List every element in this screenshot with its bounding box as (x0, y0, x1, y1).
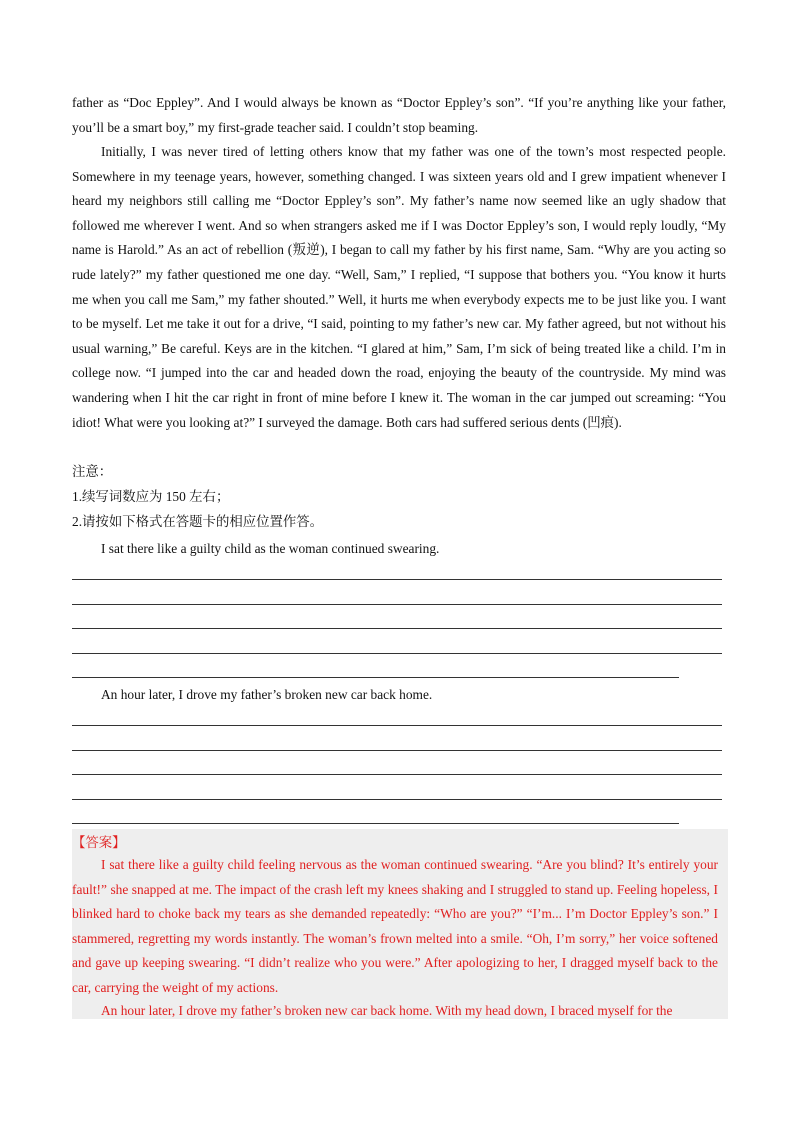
writing-line (72, 725, 722, 726)
writing-line (72, 774, 722, 775)
writing-line (72, 677, 679, 678)
passage-paragraph-1: father as “Doc Eppley”. And I would always be known as “Doctor Eppley’s son”. “If you’re anything like your father, you’ll be a smart boy,” my first-grade teacher said. I couldn’t stop beaming. (72, 95, 726, 135)
answer-paragraph-2: An hour later, I drove my father’s broken new car back home. With my head down, I braced myself for the (101, 1003, 673, 1018)
writing-line (72, 823, 679, 824)
answer-paragraph-1: I sat there like a guilty child feeling nervous as the woman continued swearing. “Are you blind? It’s entirely your fault!” she snapped at me. The impact of the crash left my knees shaking and I struggled to stand up. Feeling hopeless, I blinked hard to choke back my tears as she demanded repeatedly: “Who are you?” “I’m... I’m Doctor Eppley’s son.” I stammered, regretting my words instantly. The woman’s frown melted into a smile. “Oh, I’m sorry,” her voice softened and gave up keeping swearing. “I didn’t realize who you were.” After apologizing to her, I dragged myself back to the car, carrying the weight of my actions. (72, 857, 718, 995)
writing-line (72, 653, 722, 654)
continuation-prompt-2: An hour later, I drove my father’s broken new car back home. (101, 687, 433, 702)
notes-item-1: 1.续写词数应为 150 左右； (72, 489, 230, 504)
writing-line (72, 628, 722, 629)
writing-line (72, 799, 722, 800)
answer-label: 【答案】 (72, 835, 126, 850)
continuation-prompt-1: I sat there like a guilty child as the woman continued swearing. (101, 541, 440, 556)
notes-item-2: 2.请按如下格式在答题卡的相应位置作答。 (72, 514, 324, 529)
passage-paragraph-2: Initially, I was never tired of letting others know that my father was one of the town’s most respected people. Somewhere in my teenage years, however, something changed. I was sixteen years old and I grew impatient whenever I heard my neighbors still calling me “Doctor Eppley’s son”. My father’s name now seemed like an ugly shadow that followed me wherever I went. And so when strangers asked me if I was Doctor Eppley’s son, I would reply loudly, “My name is Harold.” As an act of rebellion (叛逆), I began to call my father by his first name, Sam. “Why are you acting so rude lately?” my father questioned me one day. “Well, Sam,” I replied, “I suppose that bothers you. “You know it hurts me when you call me Sam,” my father shouted.” Well, it hurts me when everybody expects me to be just like you. I want to be myself. Let me take it out for a drive, “I said, pointing to my father’s new car. My father agreed, but not without his usual warning,” Be careful. Keys are in the kitchen. “I glared at him,” Sam, I’m sick of being treated like a child. I’m in college now. “I jumped into the car and headed down the road, enjoying the beauty of the countryside. My mind was wandering when I hit the car right in front of mine before I knew it. The woman in the car jumped out screaming: “You idiot! What were you looking at?” I surveyed the damage. Both cars had suffered serious dents (凹痕). (72, 144, 726, 430)
notes-heading: 注意： (72, 464, 113, 479)
writing-line (72, 579, 722, 580)
writing-line (72, 750, 722, 751)
writing-line (72, 604, 722, 605)
